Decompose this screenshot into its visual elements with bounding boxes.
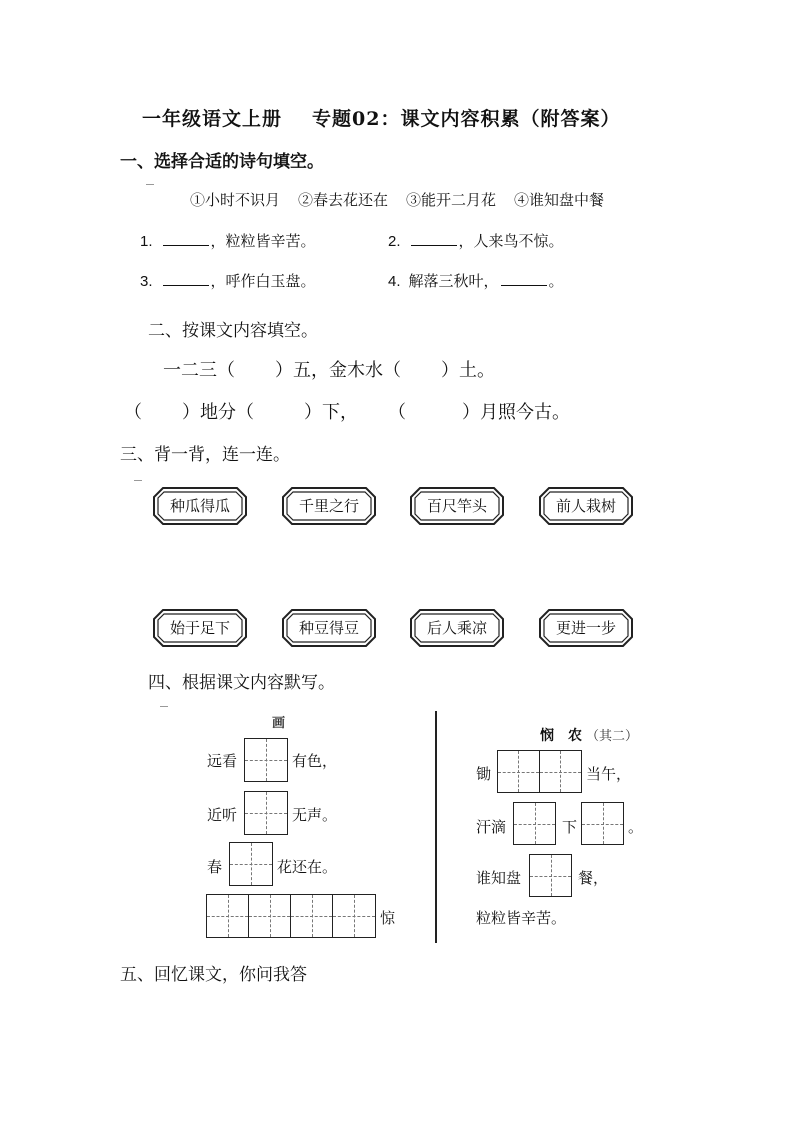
margin-mark — [160, 706, 168, 707]
margin-mark — [134, 480, 142, 481]
match-card-top-4[interactable] — [539, 487, 633, 525]
match-card-label: 前人栽树 — [555, 497, 616, 515]
section5-heading: 五、回忆课文，你问我答 — [120, 965, 307, 985]
answer-blank-2[interactable] — [411, 231, 457, 246]
match-card-label: 后人乘凉 — [426, 619, 487, 637]
fill-item-4: 4. 解落三秋叶， 。 — [388, 272, 564, 290]
poem2-line3-post: 餐， — [578, 869, 609, 887]
poem1-line2-pre: 近听 — [207, 806, 238, 824]
section4-heading: 四、根据课文内容默写。 — [148, 673, 335, 693]
writing-grid[interactable] — [244, 738, 288, 782]
section3-heading: 三、背一背，连一连。 — [120, 445, 290, 465]
poem1-line1-pre: 远看 — [207, 752, 238, 770]
poem2-line2-post: 。 — [628, 818, 644, 836]
fill-line-2: （ ）地分（ ）下， （ ）月照今古。 — [124, 402, 570, 423]
match-card-bottom-4[interactable] — [539, 609, 633, 647]
match-card-bottom-3[interactable] — [410, 609, 504, 647]
poem2-line4: 粒粒皆辛苦。 — [476, 909, 567, 927]
fill-line-1: 一二三（ ）五，金木水（ ）土。 — [163, 360, 495, 381]
poem2-line1-post: 当午， — [586, 765, 632, 783]
option-3: ③能开二月花 — [406, 191, 497, 209]
page-title — [142, 104, 620, 131]
match-card-top-3[interactable] — [410, 487, 504, 525]
match-card-top-1[interactable] — [153, 487, 247, 525]
fill-item-3: 3. ，呼作白玉盘。 — [140, 272, 316, 290]
poem2-title: 悯 农 （其二） — [540, 728, 639, 744]
poem1-line1-post: 有色， — [292, 752, 338, 770]
poem2-line2-pre: 汗滴 — [476, 818, 507, 836]
writing-grid[interactable] — [581, 802, 624, 845]
writing-grid[interactable] — [206, 894, 376, 938]
match-card-label: 始于足下 — [169, 619, 230, 637]
fill-item-2: 2. ，人来鸟不惊。 — [388, 232, 564, 250]
section2-heading: 二、按课文内容填空。 — [148, 321, 318, 341]
poem1-line2-post: 无声。 — [292, 806, 338, 824]
poem2-line2-mid: 下 — [562, 818, 578, 836]
title-topic: 专题02：课文内容积累（附答案） — [312, 108, 621, 130]
poem1-line3-pre: 春 — [207, 858, 223, 876]
poem1-title: 画 — [272, 716, 286, 731]
match-card-bottom-2[interactable] — [282, 609, 376, 647]
writing-grid[interactable] — [497, 750, 582, 793]
match-card-top-2[interactable] — [282, 487, 376, 525]
margin-mark — [146, 184, 154, 185]
writing-grid[interactable] — [244, 791, 288, 835]
poem-options — [190, 189, 604, 210]
option-2: ②春去花还在 — [298, 191, 389, 209]
match-card-label: 种豆得豆 — [298, 619, 359, 637]
match-card-bottom-1[interactable] — [153, 609, 247, 647]
option-1: ①小时不识月 — [190, 191, 281, 209]
answer-blank-3[interactable] — [163, 271, 209, 286]
answer-blank-4[interactable] — [501, 271, 547, 286]
title-grade: 一年级语文上册 — [142, 108, 283, 130]
match-card-label: 更进一步 — [555, 619, 616, 637]
poem1-line4-post: 惊 — [380, 909, 396, 927]
match-card-label: 种瓜得瓜 — [169, 497, 230, 515]
poem2-line1-pre: 锄 — [476, 765, 492, 783]
poem1-line3-post: 花还在。 — [277, 858, 338, 876]
writing-grid[interactable] — [229, 842, 273, 886]
writing-grid[interactable] — [529, 854, 572, 897]
fill-item-1: 1. ，粒粒皆辛苦。 — [140, 232, 316, 250]
option-4: ④谁知盘中餐 — [514, 191, 605, 209]
column-divider — [435, 711, 437, 943]
match-card-label: 千里之行 — [298, 497, 359, 515]
section1-heading: 一、选择合适的诗句填空。 — [120, 152, 324, 172]
writing-grid[interactable] — [513, 802, 556, 845]
answer-blank-1[interactable] — [163, 231, 209, 246]
poem2-line3-pre: 谁知盘 — [476, 869, 522, 887]
match-card-label: 百尺竿头 — [426, 497, 487, 515]
